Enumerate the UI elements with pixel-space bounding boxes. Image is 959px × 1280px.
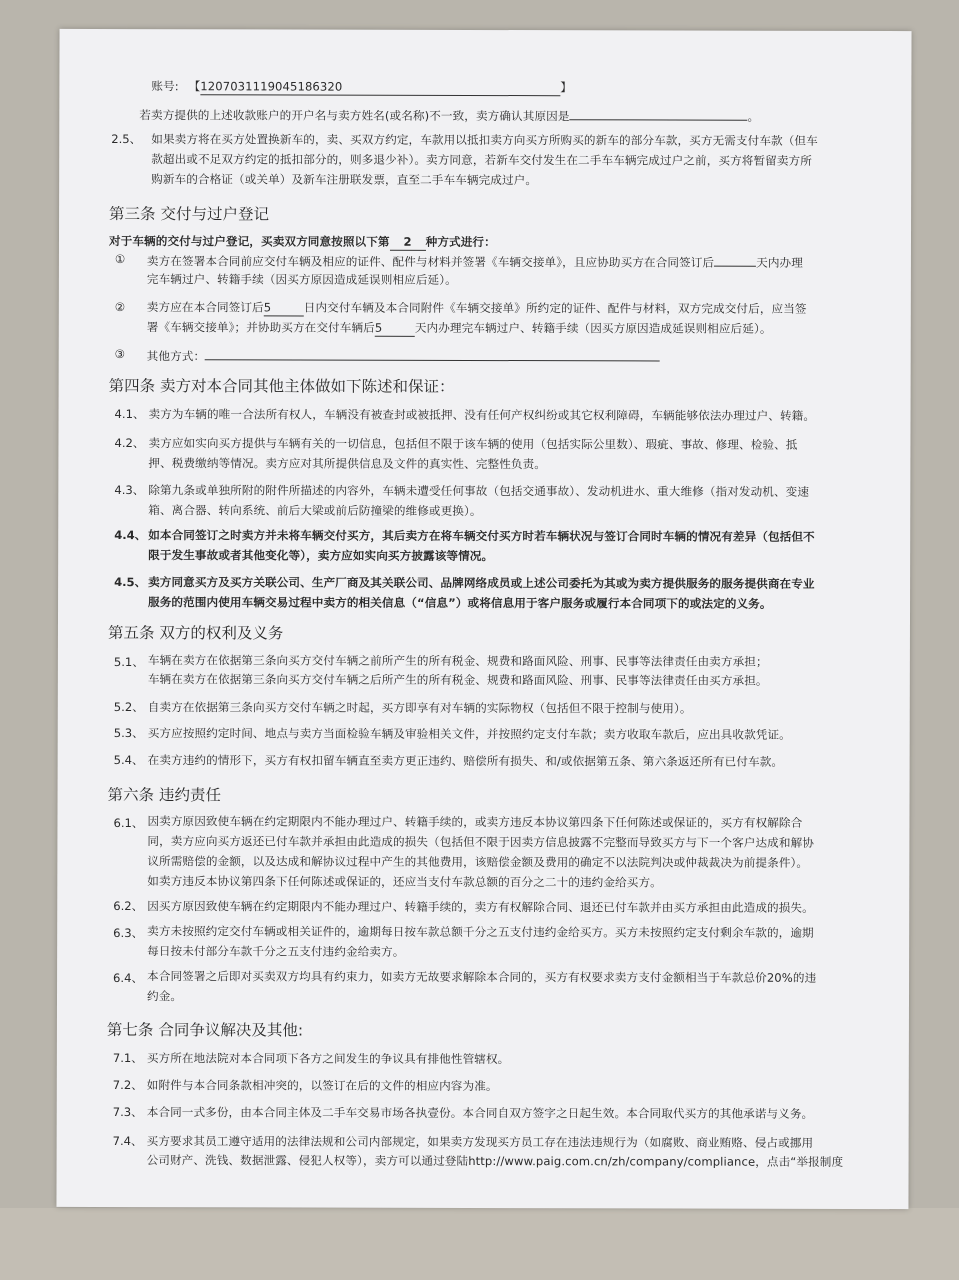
clause-text: 买方应按照约定时间、地点与卖方当面检验车辆及审验相关文件，并按照约定支付车款；卖方收取车款后，应出具收款凭证。 (147, 726, 791, 742)
clause-number: 4.1、 (114, 407, 145, 422)
clause-text: 买方要求其员工遵守适用的法律法规和公司内部规定，如果卖方发现买方员工存在违法违规行为（如腐败、商业贿赂、侵占或挪用 (146, 1134, 814, 1150)
clause-text: 购新车的合格证（或关单）及新车注册联发票，直至二手车车辆完成过户。 (151, 172, 538, 188)
account-label: 账号: (151, 79, 179, 94)
section-heading: 第四条 卖方对本合同其他主体做如下陈述和保证： (108, 377, 455, 396)
clause-text: 卖方为车辆的唯一合法所有权人，车辆没有被查封或被抵押、没有任何产权纠纷或其它权利障碍，车辆能够依法办理过户、转籍。 (148, 407, 816, 423)
option-text: 卖方应在本合同签订后5 日内交付车辆及本合同附件《车辆交接单》所约定的证件、配件与材料，双方完成交付后，应当签 (146, 300, 807, 316)
clause-text: 款超出或不足双方约定的抵扣部分的，则多退少补）。卖方同意，若新车交付发生在二手车车辆完成过户之前，买方将暂留卖方所 (151, 152, 812, 168)
clause-text: 除第九条或单独所附的附件所描述的内容外，车辆未遭受任何事故（包括交通事故）、发动机进水、重大维修（指对发动机、变速 (148, 483, 810, 499)
clause-text: 本合同一式多份，由本合同主体及二手车交易市场各执壹份。本合同自双方签字之日起生效。本合同取代买方的其他承诺与义务。 (146, 1105, 814, 1121)
clause-number: 7.2、 (112, 1078, 143, 1093)
account-note: 若卖方提供的上述收款账户的开户名与卖方姓名(或名称)不一致，卖方确认其原因是 。 (139, 102, 759, 128)
clause-text: 自卖方在依据第三条向买方交付车辆之时起，买方即享有对车辆的实际物权（包括但不限于控制与使用）。 (147, 700, 692, 716)
section-heading: 第七条 合同争议解决及其他: (106, 1021, 304, 1040)
clause-text: 限于发生事故或者其他变化等），卖方应如实向买方披露该等情况。 (148, 548, 494, 564)
section-heading: 第三条 交付与过户登记 (109, 205, 270, 224)
clause-text: 卖方同意买方及买方关联公司、生产厂商及其关联公司、品牌网络成员或上述公司委托为其或为卖方提供服务的服务提供商在专业 (148, 575, 815, 591)
account-number: 1207031119045186320 (200, 78, 560, 96)
clause-text: 卖方应如实向买方提供与车辆有关的一切信息，包括但不限于该车辆的使用（包括实际公里数）、瑕疵、事故、修理、检验、抵 (148, 436, 798, 452)
article3-intro: 对于车辆的交付与过户登记，买卖双方同意按照以下第 2 种方式进行： (108, 234, 496, 250)
clause-text: 卖方未按照约定交付车辆或相关证件的，逾期每日按车款总额千分之五支付违约金给买方。买方未按照约定支付剩余车款的，逾期 (147, 924, 814, 940)
clause-number: 6.1、 (113, 816, 144, 831)
clause-text: 每日按未付部分车款千分之五支付违约金给卖方。 (147, 944, 405, 959)
section-heading: 第五条 双方的权利及义务 (107, 624, 284, 643)
clause-number: 2.5、 (111, 132, 142, 147)
clause-number: 7.3、 (112, 1105, 143, 1120)
clause-number: 4.5、 (114, 575, 147, 590)
clause-text: 在卖方违约的情形下，买方有权扣留车辆直至卖方更正违约、赔偿所有损失、和/或依据第五条、第六条返还所有已付车款。 (147, 753, 784, 769)
clause-text: 本合同签署之后即对买卖双方均具有约束力，如卖方无故要求解除本合同的，买方有权要求卖方支付金额相当于车款总价20%的违 (147, 969, 817, 985)
option-text: 完车辆过户、转籍手续（因买方原因造成延误则相应后延）。 (146, 272, 457, 287)
clause-number: 5.2、 (113, 700, 144, 715)
option-marker: ① (114, 252, 126, 267)
option-marker: ③ (114, 347, 126, 362)
clause-text: 议所需赔偿的金额，以及达成和解协议过程中产生的其他费用，该赔偿金额及费用的确定不以法院判决或仲裁裁决为前提条件）。 (147, 854, 809, 870)
clause-number: 5.3、 (113, 726, 144, 741)
clause-text: 车辆在卖方在依据第三条向买方交付车辆之后所产生的所有税金、规费和路面风险、刑事、民事等法律责任由买方承担。 (147, 672, 768, 688)
clause-text: 同，卖方应向买方返还已付车款并承担由此造成的损失（包括但不限于因卖方信息披露不完整而导致买方与下一个客户达成和解协 (147, 834, 814, 850)
clause-number: 6.2、 (113, 899, 144, 914)
contract-page (56, 29, 911, 1209)
table-surface (0, 1208, 959, 1280)
clause-number: 4.4、 (114, 528, 147, 543)
clause-number: 7.1、 (112, 1051, 143, 1066)
clause-text: 约金。 (146, 989, 183, 1004)
clause-number: 4.3、 (114, 483, 145, 498)
option-text: 署《车辆交接单》；并协助买方在交付车辆后5 天内办理完车辆过户、转籍手续（因买方原因造成延误则相应后延）。 (146, 320, 772, 336)
section-heading: 第六条 违约责任 (107, 786, 221, 805)
clause-text: 车辆在卖方在依据第三条向买方交付车辆之前所产生的所有税金、规费和路面风险、刑事、民事等法律责任由卖方承担； (147, 653, 768, 669)
option-text: 其他方式： (147, 343, 661, 368)
clause-text: 公司财产、洗钱、数据泄露、侵犯人权等），卖方可以通过登陆http://www.paig.com.cn/zh/company/compliance，点击“举报制度 (146, 1153, 844, 1169)
clause-number: 6.3、 (113, 926, 144, 941)
option-marker: ② (114, 300, 126, 315)
account-line (151, 75, 572, 98)
clause-text: 买方所在地法院对本合同项下各方之间发生的争议具有排他性管辖权。 (146, 1051, 510, 1067)
clause-text: 押、税费缴纳等情况。卖方应对其所提供信息及文件的真实性、完整性负责。 (148, 456, 547, 472)
clause-number: 4.2、 (114, 436, 145, 451)
option-text: 卖方在签署本合同前应交付车辆及相应的证件、配件与材料并签署《车辆交接单》，且应协助买方在合同签订后 天内办理 (147, 248, 803, 274)
clause-text: 如卖方违反本协议第四条下任何陈述或保证的，还应当支付车款总额的百分之二十的违约金给买方。 (147, 874, 662, 890)
account-bracket-right: 】 (560, 80, 573, 95)
clause-number: 5.1、 (113, 655, 144, 670)
clause-text: 如附件与本合同条款相冲突的，以签订在后的文件的相应内容为准。 (146, 1078, 498, 1094)
clause-text: 因买方原因致使车辆在约定期限内不能办理过户、转籍手续的，卖方有权解除合同、退还已付车款并由买方承担由此造成的损失。 (147, 899, 814, 915)
clause-text: 如果卖方将在买方处置换新车的，卖、买双方约定，车款用以抵扣卖方向买方所购买的新车的部分车款，买方无需支付车款（但车 (151, 132, 818, 148)
clause-number: 5.4、 (113, 753, 144, 768)
account-bracket-left: 【 (188, 79, 201, 94)
clause-number: 6.4、 (113, 971, 144, 986)
clause-number: 7.4、 (112, 1134, 143, 1149)
clause-text: 如本合同签订之时卖方并未将车辆交付买方，其后卖方在将车辆交付买方时若车辆状况与签订合同时车辆的情况有差异（包括但不 (148, 528, 815, 544)
clause-text: 服务的范围内使用车辆交易过程中卖方的相关信息（“信息”）或将信息用于客户服务或履行本合同项下的或法定的义务。 (148, 595, 772, 611)
clause-text: 因卖方原因致使车辆在约定期限内不能办理过户、转籍手续的，或卖方违反本协议第四条下任何陈述或保证的，买方有权解除合 (147, 814, 803, 830)
clause-text: 箱、离合器、转向系统、前后大梁或前后防撞梁的维修或更换）。 (148, 503, 482, 518)
